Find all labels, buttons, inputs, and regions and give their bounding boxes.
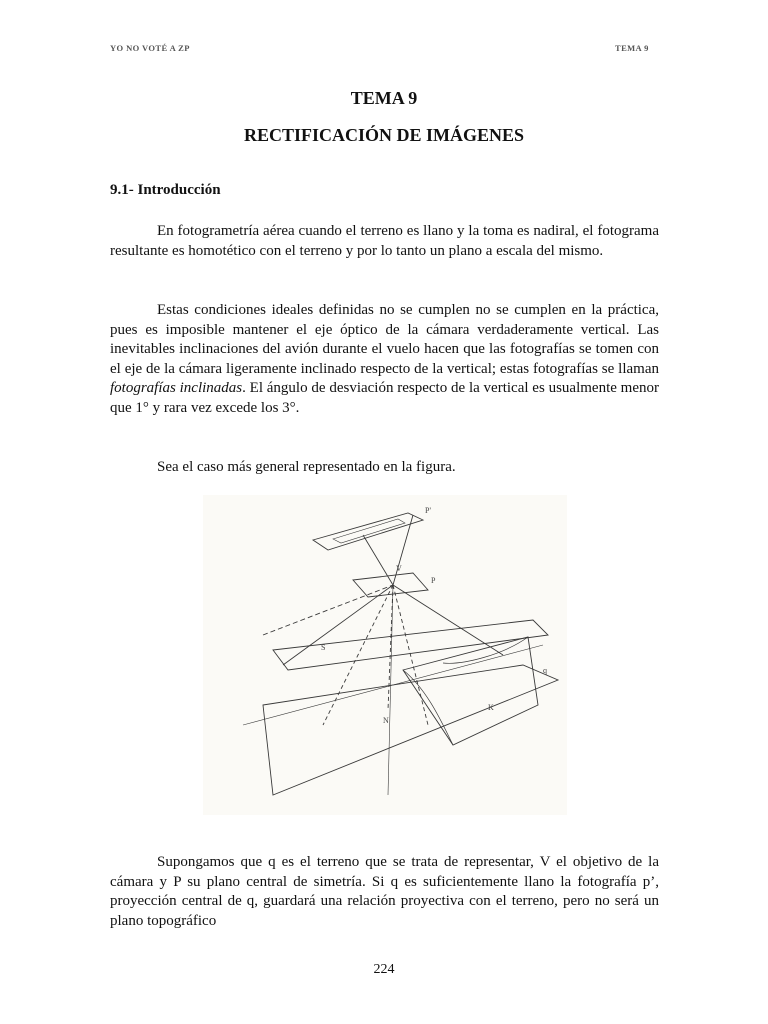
chapter-subtitle: RECTIFICACIÓN DE IMÁGENES	[243, 125, 525, 145]
running-header-left: YO NO VOTÉ A ZP	[110, 43, 190, 53]
paragraph-3-text: Sea el caso más general representado en la figura.	[157, 459, 456, 475]
paragraph-4	[110, 853, 659, 931]
perspective-projection-figure	[203, 495, 567, 815]
paragraph-2-text-b: . El ángulo de desviación respecto de la vertical es usualmente menor que 1° y rara vez excede los 3°.	[110, 380, 659, 416]
ground-plane	[263, 665, 558, 795]
figure-drawing	[203, 495, 567, 815]
label-q: q	[543, 666, 547, 675]
photo-plane-top	[313, 513, 423, 550]
section-heading: 9.1- Introducción	[110, 182, 221, 198]
page-number: 224	[373, 962, 395, 977]
label-p-prime: P'	[425, 506, 431, 515]
paragraph-1	[110, 222, 659, 261]
paragraph-1-text: En fotogrametría aérea cuando el terreno es llano y la toma es nadiral, el fotograma resultante es homotético con el terreno y por lo tanto un plano a escala del mismo.	[110, 223, 659, 259]
paragraph-2	[110, 301, 659, 418]
label-s: S	[321, 643, 326, 652]
label-k: K	[488, 703, 494, 712]
running-header-right: TEMA 9	[615, 43, 649, 53]
central-plane	[353, 573, 428, 597]
label-n: N	[383, 716, 389, 725]
paragraph-4-text: Supongamos que q es el terreno que se trata de representar, V el objetivo de la cámara y P su plano central de simetría. Si q es suficientemente llano la fotografía p’, proyección central de q, guardará una relación proyectiva con el terreno, pero no será un plano topográfico	[110, 854, 659, 929]
paragraph-2-text-a: Estas condiciones ideales definidas no se cumplen no se cumplen en la práctica, pues es imposible mantener el eje óptico de la cámara verdaderamente vertical. Las inevitables inclinaciones del avión durante el vuelo hacen que las fotografías se tomen con el eje de la cámara ligeramente inclinado respecto de la vertical; estas fotografías se llaman	[110, 302, 659, 377]
paragraph-2-italic-term: fotografías inclinadas	[110, 380, 243, 396]
terrain-block	[403, 637, 538, 745]
chapter-title: TEMA 9	[350, 88, 418, 108]
label-p: P	[431, 576, 436, 585]
middle-plane	[273, 620, 548, 670]
label-v: V	[396, 564, 402, 573]
paragraph-3	[110, 458, 659, 478]
